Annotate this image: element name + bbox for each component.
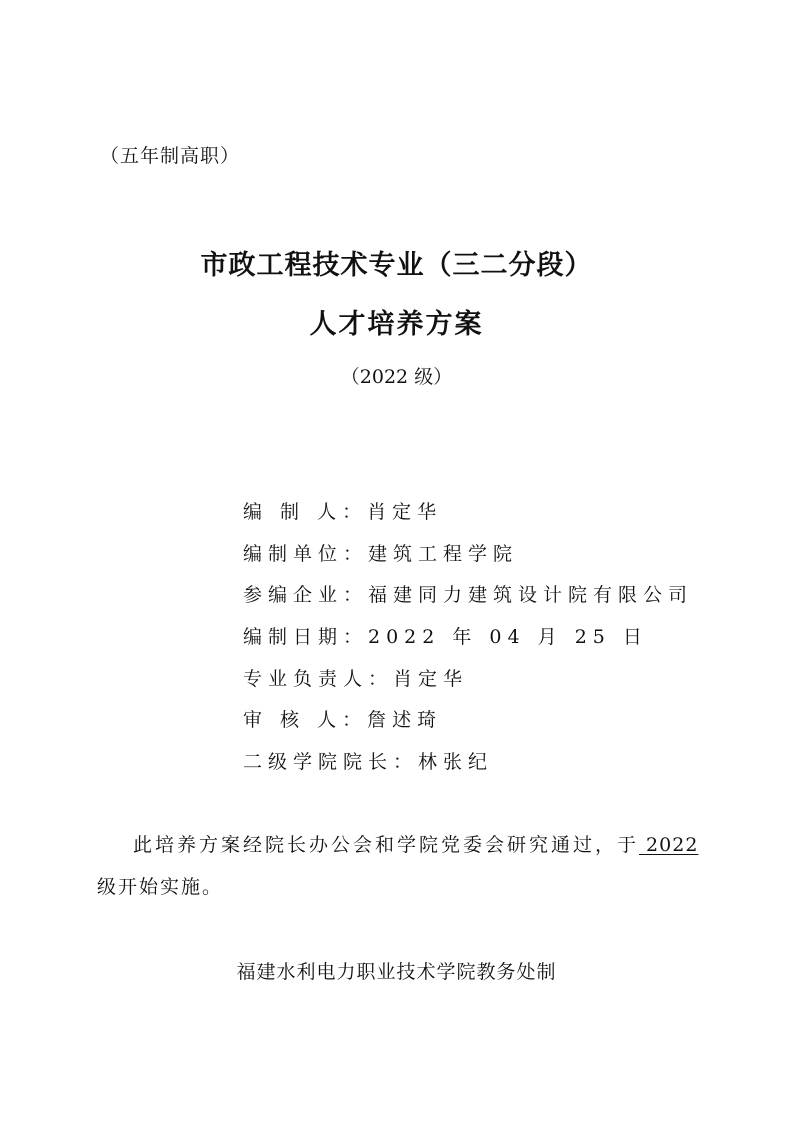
document-title: 市政工程技术专业（三二分段） [200,250,593,281]
info-program-lead: 专业负责人：肖定华 [243,667,469,690]
issuing-office: 福建水利电力职业技术学院教务处制 [236,961,557,983]
approval-text: 此培养方案经院长办公会和学院党委会研究通过，于 [133,834,640,856]
approval-year: 2022 [639,834,699,856]
approval-statement-continued: 级开始实施。 [97,876,224,898]
compilation-info-list [243,497,693,789]
approval-statement [133,830,698,857]
info-reviewer: 审 核 人：詹述琦 [243,709,443,732]
info-compiling-unit: 编制单位：建筑工程学院 [243,542,519,565]
info-compiler: 编 制 人：肖定华 [243,501,443,523]
info-compile-date: 编制日期：2022 年 04 月 25 日 [243,626,648,649]
info-partner-enterprise: 参编企业：福建同力建筑设计院有限公司 [243,584,694,607]
info-dean: 二级学院院长：林张纪 [243,751,494,774]
document-subtitle: 人才培养方案 [309,309,484,340]
program-type-label: （五年制高职） [100,145,241,167]
grade-year-label: （2022 级） [340,366,453,388]
